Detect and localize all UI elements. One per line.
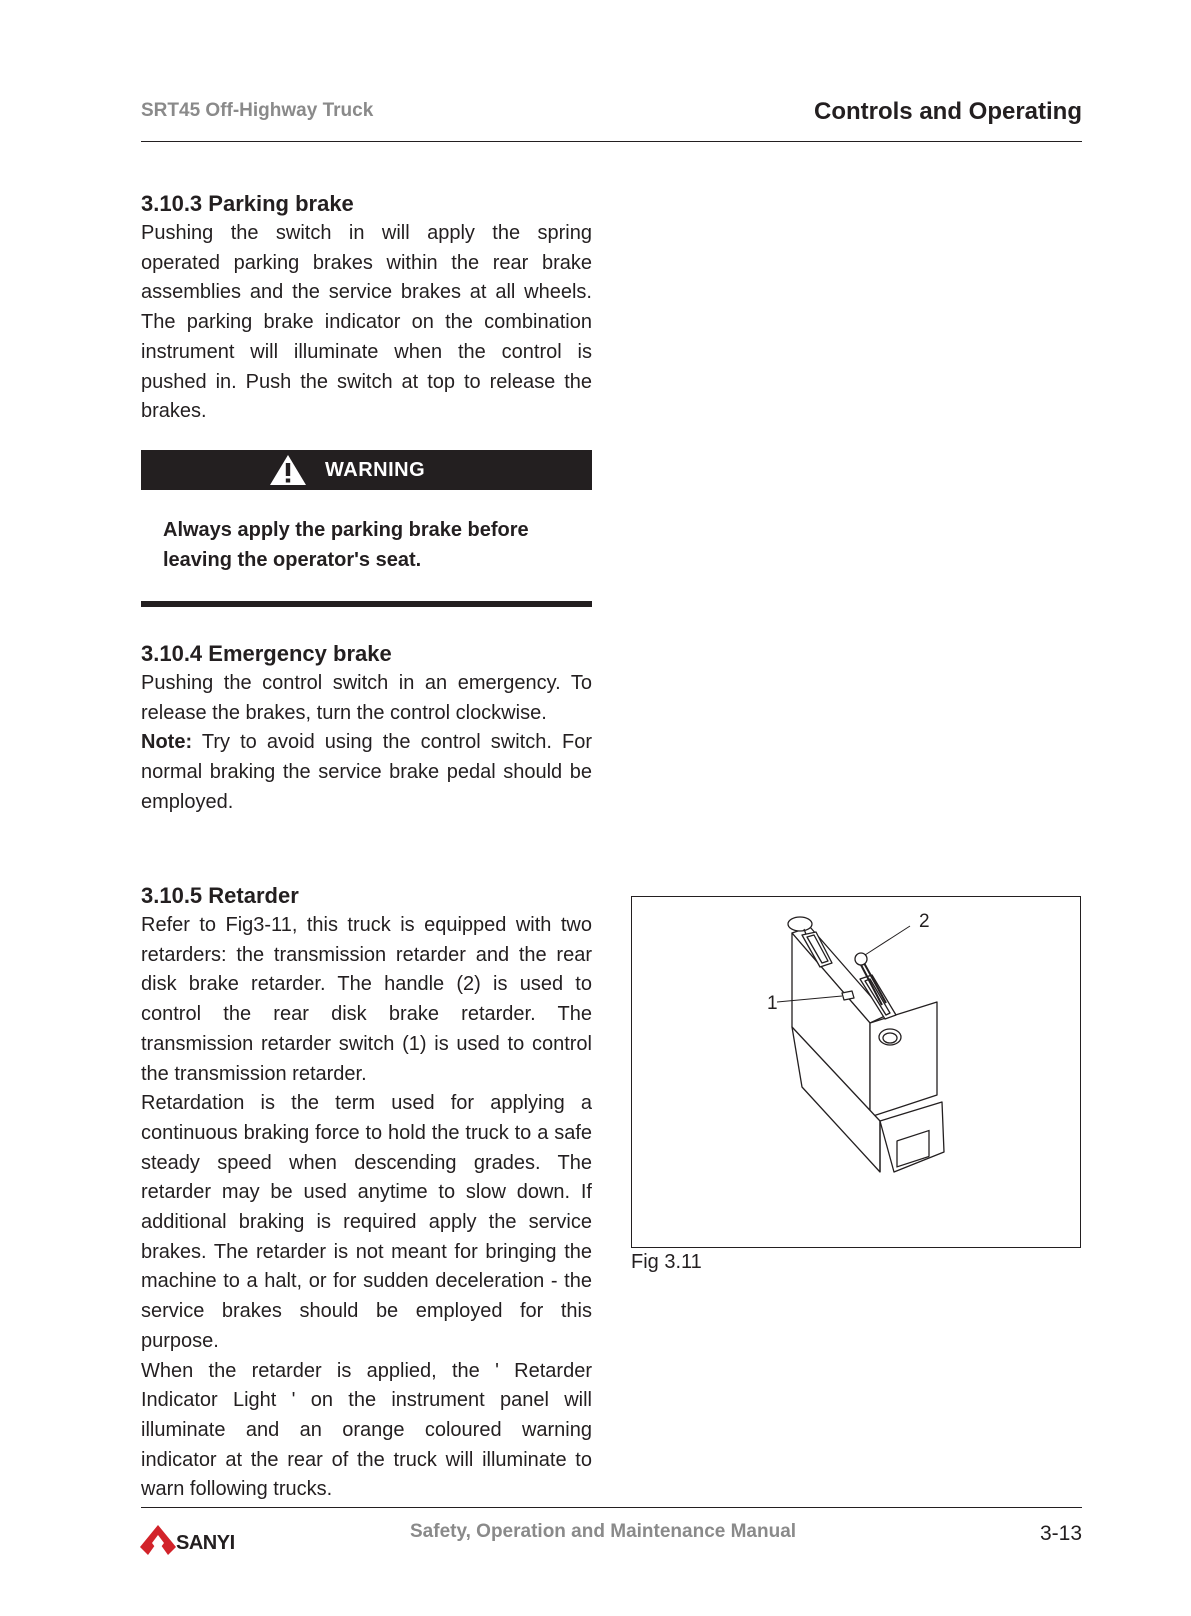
logo-wordmark: SANYI: [176, 1532, 235, 1554]
note-text: Try to avoid using the control switch. For normal braking the service brake pedal should be employed.: [141, 731, 592, 813]
warning-text: Always apply the parking brake before leaving the operator's seat.: [163, 519, 529, 571]
callout-2: 2: [919, 911, 930, 932]
section-retarder: [141, 881, 592, 1505]
note-paragraph: [141, 728, 592, 817]
header-divider: [141, 141, 1082, 142]
section-heading: 3.10.3 Parking brake: [141, 191, 354, 216]
section-body: Pushing the switch in will apply the spring operated parking brakes within the rear brake assemblies and the service brakes at all wheels. The parking brake indicator on the combination instrument will illuminate when the control is pushed in. Push the switch at top to release the brakes.: [141, 222, 592, 423]
figure-frame: [631, 896, 1081, 1248]
warning-label: WARNING: [325, 459, 426, 481]
footer-title: Safety, Operation and Maintenance Manual: [410, 1521, 797, 1542]
section-body: When the retarder is applied, the ' Retarder Indicator Light ' on the instrument panel will illuminate and an orange coloured warning indicator at the rear of the truck will illuminate to warn following trucks.: [141, 1359, 592, 1501]
retarder-control-illustration: [632, 897, 1079, 1246]
manual-title: SRT45 Off-Highway Truck: [141, 100, 374, 121]
footer-divider: [141, 1507, 1082, 1508]
section-parking-brake: [141, 189, 592, 427]
warning-divider: [141, 601, 592, 607]
note-label: Note:: [141, 731, 193, 754]
callout-1: 1: [767, 993, 778, 1014]
section-body: Refer to Fig3-11, this truck is equipped with two retarders: the transmission retarder and the rear disk brake retarder. The handle (2) is used to control the rear disk brake retarder. The transmission retarder switch (1) is used to control the transmission retarder.: [141, 914, 592, 1085]
warning-banner: [141, 450, 592, 490]
warning-icon: [269, 454, 307, 486]
section-heading: 3.10.5 Retarder: [141, 883, 299, 908]
section-body: Pushing the control switch in an emergency. To release the brakes, turn the control clockwise.: [141, 672, 592, 724]
sanyi-logo-icon: [140, 1525, 176, 1555]
section-heading: 3.10.4 Emergency brake: [141, 641, 392, 666]
section-emergency-brake: [141, 639, 592, 818]
figure-caption: Fig 3.11: [631, 1251, 702, 1273]
chapter-title: Controls and Operating: [813, 98, 1082, 125]
page-number: 3-13: [1039, 1522, 1082, 1545]
section-body: Retardation is the term used for applying a continuous braking force to hold the truck to a safe steady speed when descending grades. The retarder may be used anytime to slow down. If additional braking is required apply the service brakes. The retarder is not meant for bringing the machine to a halt, or for sudden deceleration - the service brakes should be employed for this purpose.: [141, 1092, 592, 1352]
